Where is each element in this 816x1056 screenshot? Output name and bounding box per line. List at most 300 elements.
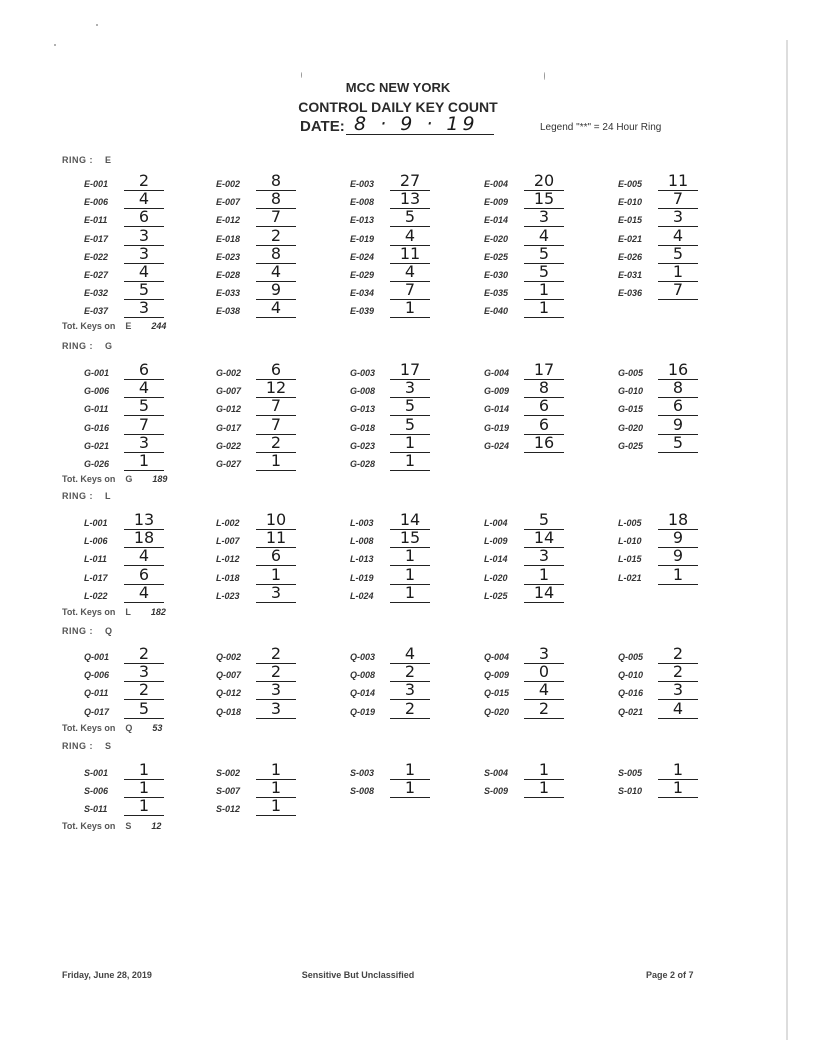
key-count-entry xyxy=(84,698,204,720)
key-count-value: 7 xyxy=(124,416,164,435)
total-ring-letter: L xyxy=(125,607,131,617)
key-count-value: 5 xyxy=(524,263,564,282)
key-count-value: 3 xyxy=(658,681,698,700)
key-count-value: 18 xyxy=(658,511,698,530)
key-code: S-005 xyxy=(618,768,643,778)
key-count-value: 1 xyxy=(124,779,164,798)
total-label: Tot. Keys on xyxy=(62,723,116,733)
ring-label-text: RING : xyxy=(62,341,93,351)
total-label: Tot. Keys on xyxy=(62,607,116,617)
key-count-value: 1 xyxy=(658,779,698,798)
key-count-value: 3 xyxy=(524,547,564,566)
key-count-entry xyxy=(84,582,204,604)
key-code: E-009 xyxy=(484,197,509,208)
key-count-value: 5 xyxy=(390,416,430,435)
key-count-value: 7 xyxy=(658,190,698,209)
key-count-value: 3 xyxy=(524,208,564,227)
key-count-value: 17 xyxy=(524,361,564,380)
key-code: E-008 xyxy=(350,197,375,208)
key-count-value: 1 xyxy=(524,281,564,300)
key-count-value: 13 xyxy=(390,190,430,209)
key-count-value: 18 xyxy=(124,529,164,548)
key-code: S-003 xyxy=(350,768,375,778)
key-code: Q-017 xyxy=(84,706,110,717)
total-count: 12 xyxy=(151,821,162,831)
key-code: E-019 xyxy=(350,233,375,244)
key-count-entry xyxy=(484,582,604,604)
key-code: E-036 xyxy=(618,288,643,299)
key-code: Q-008 xyxy=(350,670,376,681)
key-count-entry xyxy=(350,778,470,799)
key-count-entry xyxy=(216,582,336,604)
key-count-entry xyxy=(216,451,336,472)
key-count-value: 4 xyxy=(524,227,564,246)
key-code: E-012 xyxy=(216,215,241,226)
key-code: G-008 xyxy=(350,386,376,397)
key-count-value: 8 xyxy=(524,379,564,398)
key-count-entry xyxy=(350,698,470,720)
key-count-value: 4 xyxy=(124,263,164,282)
key-code: L-011 xyxy=(84,554,107,565)
key-code: S-007 xyxy=(216,786,241,797)
total-ring-letter: S xyxy=(125,821,132,831)
key-count-entry xyxy=(350,451,470,472)
total-count: 189 xyxy=(152,474,168,484)
key-code: L-024 xyxy=(350,590,374,601)
scan-speck xyxy=(544,72,545,80)
key-code: S-006 xyxy=(84,786,109,797)
key-code: E-004 xyxy=(484,179,509,189)
key-code: L-002 xyxy=(216,518,240,528)
key-count-value: 4 xyxy=(124,584,164,603)
key-code: S-011 xyxy=(84,804,108,815)
key-count-entry xyxy=(84,796,204,817)
key-count-value: 2 xyxy=(524,700,564,719)
key-code: L-021 xyxy=(618,572,642,583)
key-count-value: 5 xyxy=(524,511,564,530)
key-code: Q-012 xyxy=(216,688,242,699)
key-count-value: 1 xyxy=(390,566,430,585)
key-count-value: 1 xyxy=(124,452,164,471)
key-code: L-010 xyxy=(618,536,642,547)
key-code: L-017 xyxy=(84,572,108,583)
key-count-value: 1 xyxy=(390,761,430,780)
key-code: G-003 xyxy=(350,368,376,378)
key-count-value: 1 xyxy=(256,761,296,780)
key-count-value: 5 xyxy=(658,245,698,264)
key-count-value: 7 xyxy=(390,281,430,300)
key-code: E-005 xyxy=(618,179,643,189)
date-value: 8 · 9 · 19 xyxy=(346,114,494,135)
key-code: Q-009 xyxy=(484,670,510,681)
key-code: Q-003 xyxy=(350,652,376,662)
key-code: G-015 xyxy=(618,404,644,415)
scan-speck xyxy=(301,72,302,78)
key-code: L-005 xyxy=(618,518,642,528)
key-code: L-022 xyxy=(84,590,108,601)
key-code: E-028 xyxy=(216,270,241,280)
ring-total xyxy=(62,821,161,831)
key-count-value: 1 xyxy=(256,566,296,585)
key-code: L-009 xyxy=(484,536,508,547)
key-code: Q-004 xyxy=(484,652,510,662)
ring-total xyxy=(62,321,166,331)
key-code: E-038 xyxy=(216,306,241,317)
key-code: E-011 xyxy=(84,215,108,226)
key-code: E-013 xyxy=(350,215,375,226)
key-count-value: 11 xyxy=(390,245,430,264)
key-count-value: 7 xyxy=(256,416,296,435)
key-code: E-037 xyxy=(84,306,109,317)
key-count-entry xyxy=(484,432,604,454)
key-code: G-010 xyxy=(618,386,644,397)
key-code: G-023 xyxy=(350,440,376,451)
key-count-value: 2 xyxy=(658,663,698,682)
key-code: S-001 xyxy=(84,768,109,778)
key-count-value: 2 xyxy=(390,663,430,682)
key-code: E-003 xyxy=(350,179,375,189)
key-count-entry xyxy=(484,698,604,720)
key-count-value: 6 xyxy=(256,361,296,380)
key-code: S-004 xyxy=(484,768,509,778)
key-code: L-018 xyxy=(216,572,240,583)
total-count: 53 xyxy=(152,723,163,733)
key-code: G-006 xyxy=(84,386,110,397)
key-count-value: 8 xyxy=(256,245,296,264)
total-ring-letter: G xyxy=(125,474,133,484)
ring-label-text: RING : xyxy=(62,491,93,501)
key-code: E-022 xyxy=(84,251,109,262)
key-count-value: 3 xyxy=(256,700,296,719)
key-code: E-027 xyxy=(84,270,109,280)
key-code: L-001 xyxy=(84,518,108,528)
key-code: S-002 xyxy=(216,768,241,778)
key-count-value: 9 xyxy=(256,281,296,300)
footer-classification: Sensitive But Unclassified xyxy=(301,970,415,980)
key-code: G-014 xyxy=(484,404,510,415)
key-code: G-022 xyxy=(216,440,242,451)
key-count-value: 14 xyxy=(390,511,430,530)
key-code: E-002 xyxy=(216,179,241,189)
key-count-value: 9 xyxy=(658,547,698,566)
key-count-value: 6 xyxy=(524,397,564,416)
total-count: 182 xyxy=(150,607,166,617)
key-count-value: 0 xyxy=(524,663,564,682)
key-code: Q-014 xyxy=(350,688,376,699)
key-count-value: 12 xyxy=(256,379,296,398)
key-code: E-024 xyxy=(350,251,375,262)
total-ring-letter: E xyxy=(125,321,132,331)
key-count-value: 4 xyxy=(390,227,430,246)
key-count-value: 1 xyxy=(524,299,564,318)
key-count-entry xyxy=(618,280,738,301)
key-code: G-007 xyxy=(216,386,242,397)
total-label: Tot. Keys on xyxy=(62,321,116,331)
key-count-value: 4 xyxy=(124,379,164,398)
key-count-value: 4 xyxy=(390,263,430,282)
key-count-entry xyxy=(216,698,336,720)
ring-letter: S xyxy=(105,741,112,751)
key-count-value: 4 xyxy=(256,299,296,318)
key-code: L-019 xyxy=(350,572,374,583)
key-count-value: 11 xyxy=(658,172,698,191)
key-code: G-013 xyxy=(350,404,376,415)
key-count-value: 8 xyxy=(256,190,296,209)
key-code: G-027 xyxy=(216,459,242,469)
key-code: L-004 xyxy=(484,518,508,528)
key-code: S-012 xyxy=(216,804,241,815)
key-code: E-032 xyxy=(84,288,109,299)
key-count-value: 10 xyxy=(256,511,296,530)
key-count-value: 14 xyxy=(524,529,564,548)
key-count-value: 3 xyxy=(256,681,296,700)
key-count-value: 2 xyxy=(256,645,296,664)
key-code: E-039 xyxy=(350,306,375,317)
key-count-value: 3 xyxy=(124,245,164,264)
key-code: Q-015 xyxy=(484,688,510,699)
key-count-value: 3 xyxy=(390,379,430,398)
key-count-entry xyxy=(484,778,604,799)
key-count-value: 15 xyxy=(524,190,564,209)
key-code: E-033 xyxy=(216,288,241,299)
key-count-value: 5 xyxy=(390,397,430,416)
key-count-value: 4 xyxy=(658,227,698,246)
key-code: L-023 xyxy=(216,590,240,601)
key-code: Q-005 xyxy=(618,652,644,662)
key-count-value: 6 xyxy=(124,208,164,227)
key-count-value: 1 xyxy=(390,779,430,798)
key-code: E-007 xyxy=(216,197,241,208)
key-code: E-029 xyxy=(350,270,375,280)
key-code: G-012 xyxy=(216,404,242,415)
key-code: Q-021 xyxy=(618,706,644,717)
key-code: E-014 xyxy=(484,215,509,226)
key-code: E-018 xyxy=(216,233,241,244)
key-count-value: 4 xyxy=(390,645,430,664)
report-title: CONTROL DAILY KEY COUNT xyxy=(298,99,498,115)
key-code: Q-018 xyxy=(216,706,242,717)
key-code: E-031 xyxy=(618,270,643,280)
key-code: L-012 xyxy=(216,554,240,565)
key-count-value: 4 xyxy=(256,263,296,282)
key-count-value: 2 xyxy=(256,663,296,682)
key-count-value: 1 xyxy=(124,797,164,816)
key-count-value: 3 xyxy=(124,434,164,453)
key-code: G-011 xyxy=(84,404,109,415)
key-count-value: 9 xyxy=(658,529,698,548)
key-count-value: 1 xyxy=(390,434,430,453)
key-code: G-028 xyxy=(350,459,376,469)
key-count-value: 1 xyxy=(658,761,698,780)
key-count-entry xyxy=(216,298,336,319)
key-code: E-026 xyxy=(618,251,643,262)
key-count-value: 16 xyxy=(658,361,698,380)
total-label: Tot. Keys on xyxy=(62,474,116,484)
key-count-value: 1 xyxy=(390,299,430,318)
ring-letter: L xyxy=(105,491,111,501)
key-code: L-007 xyxy=(216,536,240,547)
key-code: E-017 xyxy=(84,233,109,244)
key-count-entry xyxy=(350,582,470,604)
key-code: G-017 xyxy=(216,422,242,433)
key-count-value: 2 xyxy=(124,172,164,191)
key-code: G-004 xyxy=(484,368,510,378)
key-count-value: 3 xyxy=(124,299,164,318)
ring-total xyxy=(62,474,167,484)
key-code: Q-001 xyxy=(84,652,110,662)
key-code: Q-019 xyxy=(350,706,376,717)
key-count-value: 27 xyxy=(390,172,430,191)
key-count-value: 17 xyxy=(390,361,430,380)
total-count: 244 xyxy=(151,321,167,331)
key-count-value: 1 xyxy=(524,779,564,798)
ring-label xyxy=(62,491,111,501)
key-count-value: 2 xyxy=(256,227,296,246)
key-code: L-020 xyxy=(484,572,508,583)
key-code: L-014 xyxy=(484,554,508,565)
key-code: L-003 xyxy=(350,518,374,528)
key-count-value: 3 xyxy=(390,681,430,700)
key-code: S-008 xyxy=(350,786,375,797)
key-code: G-025 xyxy=(618,440,644,451)
key-count-entry xyxy=(618,778,738,799)
key-count-value: 1 xyxy=(256,452,296,471)
key-code: Q-016 xyxy=(618,688,644,699)
key-count-value: 6 xyxy=(124,566,164,585)
key-code: G-026 xyxy=(84,459,110,469)
key-code: E-025 xyxy=(484,251,509,262)
key-count-value: 15 xyxy=(390,529,430,548)
legend: Legend "**" = 24 Hour Ring xyxy=(540,122,662,133)
key-code: G-021 xyxy=(84,440,110,451)
key-count-value: 1 xyxy=(658,263,698,282)
key-code: G-016 xyxy=(84,422,110,433)
key-count-value: 7 xyxy=(256,208,296,227)
date-label: DATE: xyxy=(300,118,345,135)
key-count-value: 3 xyxy=(256,584,296,603)
key-count-value: 2 xyxy=(658,645,698,664)
footer-page-number: Page 2 of 7 xyxy=(646,970,694,980)
ring-total xyxy=(62,723,162,733)
key-count-entry xyxy=(350,298,470,319)
key-count-value: 2 xyxy=(390,700,430,719)
key-code: E-006 xyxy=(84,197,109,208)
scan-speck xyxy=(54,44,56,46)
key-code: G-001 xyxy=(84,368,110,378)
key-count-value: 5 xyxy=(390,208,430,227)
key-code: L-006 xyxy=(84,536,108,547)
key-code: S-009 xyxy=(484,786,509,797)
key-count-entry xyxy=(84,298,204,319)
key-code: E-010 xyxy=(618,197,643,208)
key-code: E-030 xyxy=(484,270,509,280)
key-count-entry xyxy=(484,298,604,319)
footer-date: Friday, June 28, 2019 xyxy=(62,970,152,980)
key-count-value: 7 xyxy=(658,281,698,300)
key-count-value: 6 xyxy=(124,361,164,380)
scan-edge xyxy=(786,40,788,1040)
key-code: Q-007 xyxy=(216,670,242,681)
key-code: G-002 xyxy=(216,368,242,378)
ring-label xyxy=(62,741,112,751)
key-code: E-035 xyxy=(484,288,509,299)
key-code: E-001 xyxy=(84,179,109,189)
key-count-value: 5 xyxy=(658,434,698,453)
scan-speck xyxy=(96,24,98,26)
key-count-value: 6 xyxy=(658,397,698,416)
key-count-value: 1 xyxy=(658,566,698,585)
key-count-entry xyxy=(84,451,204,472)
key-count-value: 1 xyxy=(390,584,430,603)
key-count-value: 6 xyxy=(256,547,296,566)
key-count-value: 1 xyxy=(524,566,564,585)
key-count-value: 5 xyxy=(524,245,564,264)
key-count-value: 3 xyxy=(658,208,698,227)
key-count-value: 2 xyxy=(124,645,164,664)
ring-label-text: RING : xyxy=(62,626,93,636)
key-count-value: 1 xyxy=(124,761,164,780)
key-code: L-008 xyxy=(350,536,374,547)
ring-letter: E xyxy=(105,155,112,165)
key-count-value: 1 xyxy=(256,797,296,816)
key-count-value: 8 xyxy=(658,379,698,398)
key-count-value: 14 xyxy=(524,584,564,603)
key-count-value: 3 xyxy=(524,645,564,664)
key-count-value: 1 xyxy=(390,452,430,471)
key-code: L-013 xyxy=(350,554,374,565)
key-code: G-005 xyxy=(618,368,644,378)
key-code: E-020 xyxy=(484,233,509,244)
key-code: E-021 xyxy=(618,233,643,244)
key-code: G-020 xyxy=(618,422,644,433)
ring-letter: G xyxy=(105,341,113,351)
key-code: G-018 xyxy=(350,422,376,433)
key-count-entry xyxy=(618,698,738,720)
key-count-entry xyxy=(618,432,738,454)
key-count-value: 13 xyxy=(124,511,164,530)
key-count-value: 9 xyxy=(658,416,698,435)
key-count-value: 2 xyxy=(256,434,296,453)
key-count-value: 5 xyxy=(124,700,164,719)
key-code: Q-002 xyxy=(216,652,242,662)
key-count-value: 1 xyxy=(256,779,296,798)
key-code: E-040 xyxy=(484,306,509,317)
ring-label-text: RING : xyxy=(62,155,93,165)
key-count-value: 2 xyxy=(124,681,164,700)
key-count-value: 3 xyxy=(124,663,164,682)
key-count-value: 1 xyxy=(524,761,564,780)
key-count-value: 8 xyxy=(256,172,296,191)
key-count-value: 6 xyxy=(524,416,564,435)
key-code: Q-011 xyxy=(84,688,109,699)
key-code: G-019 xyxy=(484,422,510,433)
key-count-value: 4 xyxy=(124,547,164,566)
key-count-entry xyxy=(618,564,738,586)
key-code: L-025 xyxy=(484,590,508,601)
key-code: G-024 xyxy=(484,440,510,451)
key-count-value: 5 xyxy=(124,397,164,416)
key-code: L-015 xyxy=(618,554,642,565)
key-count-value: 4 xyxy=(524,681,564,700)
ring-total xyxy=(62,607,166,617)
key-code: Q-020 xyxy=(484,706,510,717)
total-ring-letter: Q xyxy=(125,723,133,733)
key-code: G-009 xyxy=(484,386,510,397)
key-count-value: 11 xyxy=(256,529,296,548)
ring-label-text: RING : xyxy=(62,741,93,751)
key-count-value: 4 xyxy=(124,190,164,209)
ring-label xyxy=(62,155,112,165)
